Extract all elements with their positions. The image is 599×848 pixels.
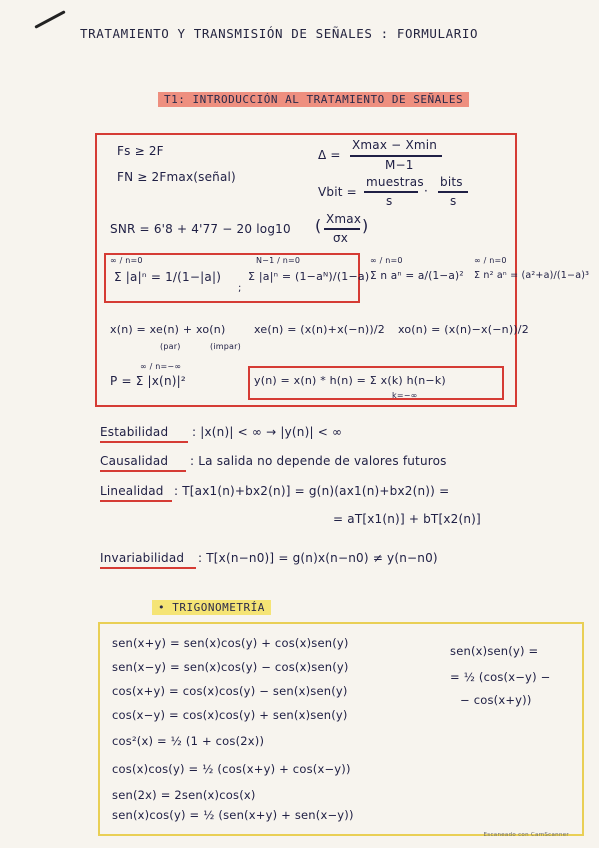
- trig-line-5: cos²(x) = ½ (1 + cos(2x)): [112, 734, 265, 748]
- linearity-label: Linealidad: [100, 484, 164, 498]
- section-heading-trig: • TRIGONOMETRÍA: [152, 600, 271, 615]
- geo-series-n2: Σ n² aⁿ = (a²+a)/(1−a)³: [474, 270, 590, 281]
- invariance-label: Invariabilidad: [100, 551, 185, 565]
- invariance-text: : T[x(n−n0)] = g(n)x(n−n0) ≠ y(n−n0): [198, 551, 438, 565]
- convolution-formula: y(n) = x(n) * h(n) = Σ x(k) h(n−k): [254, 374, 446, 387]
- vbit-lhs: Vbit =: [318, 185, 357, 199]
- power-limits: ∞ / n=−∞: [140, 362, 182, 371]
- trig-line-8: sen(x)cos(y) = ½ (sen(x+y) + sen(x−y)): [112, 808, 354, 822]
- linearity-text: : T[ax1(n)+bx2(n)] = g(n)(ax1(n)+bx2(n)) =: [174, 484, 450, 498]
- snr-fraction-bar: [324, 228, 360, 230]
- page-title: TRATAMIENTO Y TRANSMISIÓN DE SEÑALES : FORMULARIO: [80, 26, 479, 41]
- linearity-text-cont: = aT[x1(n)] + bT[x2(n)]: [333, 512, 481, 526]
- trig-line-7: sen(2x) = 2sen(x)cos(x): [112, 788, 256, 802]
- vbit-num2: bits: [440, 175, 463, 189]
- stability-label: Estabilidad: [100, 425, 169, 439]
- causality-underline: [100, 470, 186, 472]
- snr-paren-open: (: [315, 216, 322, 235]
- linearity-underline: [100, 500, 172, 502]
- trig-line-4: cos(x−y) = cos(x)cos(y) + sen(x)sen(y): [112, 708, 348, 722]
- section-heading-t1: T1: INTRODUCCIÓN AL TRATAMIENTO DE SEÑALES: [158, 92, 469, 107]
- trig-line-2: sen(x−y) = sen(x)cos(y) − cos(x)sen(y): [112, 660, 349, 674]
- snr-numerator: Xmax: [326, 212, 362, 226]
- power-formula: P = Σ |x(n)|²: [110, 374, 186, 388]
- stability-text: : |x(n)| < ∞ → |y(n)| < ∞: [192, 425, 343, 439]
- even-part-formula: xe(n) = (x(n)+x(−n))/2: [254, 323, 385, 336]
- sampling-rate-formula: Fs ≥ 2F: [117, 144, 164, 158]
- snr-paren-close: ): [362, 216, 369, 235]
- causality-text: : La salida no depende de valores futuros: [190, 454, 447, 468]
- convolution-limit: k=−∞: [392, 391, 418, 400]
- vbit-den2: s: [450, 194, 457, 208]
- invariance-underline: [100, 567, 196, 569]
- even-odd-decomposition: x(n) = xe(n) + xo(n): [110, 323, 226, 336]
- stability-underline: [100, 441, 188, 443]
- geo-separator: ;: [238, 283, 242, 294]
- delta-fraction-bar: [350, 155, 442, 157]
- pen-stroke-mark: [34, 10, 65, 29]
- nyquist-formula: FN ≥ 2Fmax(señal): [117, 170, 236, 184]
- odd-part-formula: xo(n) = (x(n)−x(−n))/2: [398, 323, 529, 336]
- vbit-bar2: [438, 191, 468, 193]
- geo-series-finite: Σ |a|ⁿ = (1−aᴺ)/(1−a): [248, 270, 370, 283]
- product-sin-formula-1: sen(x)sen(y) =: [450, 644, 539, 658]
- geo-series-n: Σ n aⁿ = a/(1−a)²: [370, 270, 464, 282]
- snr-formula: SNR = 6'8 + 4'77 − 20 log10: [110, 222, 291, 236]
- vbit-num1: muestras: [366, 175, 424, 189]
- geo1-limits: ∞ / n=0: [110, 256, 143, 265]
- geo3-limits: ∞ / n=0: [370, 256, 403, 265]
- delta-numerator: Xmax − Xmin: [352, 138, 438, 152]
- product-sin-formula-2: = ½ (cos(x−y) −: [450, 670, 551, 684]
- delta-denominator: M−1: [385, 158, 414, 172]
- vbit-den1: s: [386, 194, 393, 208]
- vbit-dot: ·: [424, 184, 429, 198]
- delta-lhs: Δ =: [318, 148, 341, 162]
- scanner-watermark: Escaneado con CamScanner: [483, 832, 569, 838]
- causality-label: Causalidad: [100, 454, 169, 468]
- vbit-bar1: [364, 191, 418, 193]
- product-sin-formula-3: − cos(x+y)): [460, 693, 532, 707]
- geo2-limits: N−1 / n=0: [256, 256, 301, 265]
- geo-series-infinite: Σ |a|ⁿ = 1/(1−|a|): [114, 270, 222, 284]
- trig-line-3: cos(x+y) = cos(x)cos(y) − sen(x)sen(y): [112, 684, 348, 698]
- geo4-limits: ∞ / n=0: [474, 256, 507, 265]
- odd-label: (impar): [210, 342, 241, 351]
- trig-line-6: cos(x)cos(y) = ½ (cos(x+y) + cos(x−y)): [112, 762, 351, 776]
- trig-line-1: sen(x+y) = sen(x)cos(y) + cos(x)sen(y): [112, 636, 349, 650]
- even-label: (par): [160, 342, 181, 351]
- snr-denominator: σx: [333, 231, 349, 245]
